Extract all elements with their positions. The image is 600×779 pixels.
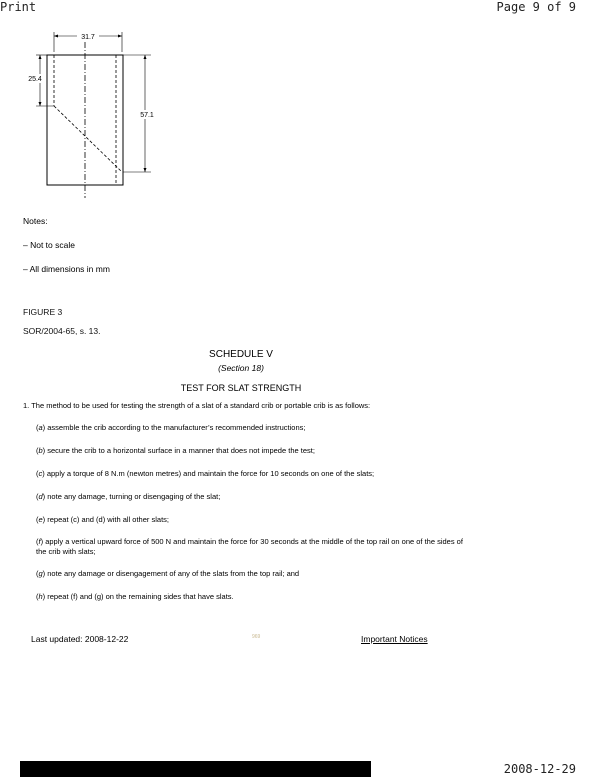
last-updated: Last updated: 2008-12-22 <box>31 634 129 644</box>
item-letter: d <box>38 492 43 501</box>
list-item: (h) repeat (f) and (g) on the remaining sides that have slats. <box>36 592 234 601</box>
list-item: (b) secure the crib to a horizontal surface in a manner that does not impede the test; <box>36 446 315 455</box>
schedule-heading: TEST FOR SLAT STRENGTH <box>180 383 302 393</box>
page-indicator: Page 9 of 9 <box>496 0 576 14</box>
note-not-to-scale: – Not to scale <box>23 240 75 250</box>
list-item: (f) apply a vertical upward force of 500 N and maintain the force for 30 seconds at the middle of the top rail on one of the sides of the crib with slats; <box>36 537 463 556</box>
item-text: repeat (f) and (g) on the remaining sides that have slats. <box>47 592 234 601</box>
print-label: Print <box>0 0 37 14</box>
figure-3-diagram <box>24 28 174 200</box>
schedule-title: SCHEDULE V <box>209 349 273 360</box>
item-letter: c <box>38 469 43 478</box>
schedule-intro: 1. The method to be used for testing the strength of a slat of a standard crib or portable crib is as follows: <box>23 401 371 410</box>
notes-heading: Notes: <box>23 216 48 226</box>
item-letter: h <box>38 592 43 601</box>
print-date: 2008-12-29 <box>503 762 576 776</box>
item-letter: a <box>38 423 43 432</box>
item-text: assemble the crib according to the manufacturer’s recommended instructions; <box>47 423 306 432</box>
item-letter: g <box>38 569 43 578</box>
item-text: secure the crib to a horizontal surface in a manner that does not impede the test; <box>47 446 315 455</box>
item-text: note any damage, turning or disengaging of the slat; <box>47 492 221 501</box>
dim-label-width: 31.7 <box>81 34 95 41</box>
item-letter: e <box>38 515 43 524</box>
list-item: (c) apply a torque of 8 N.m (newton metres) and maintain the force for 10 seconds on one of the slats; <box>36 469 375 478</box>
item-letter: f <box>38 537 41 546</box>
list-item: (a) assemble the crib according to the manufacturer’s recommended instructions; <box>36 423 306 432</box>
schedule-section: (Section 18) <box>218 363 264 373</box>
note-dimensions: – All dimensions in mm <box>23 264 110 274</box>
item-text: apply a vertical upward force of 500 N and maintain the force for 30 seconds at the middle of the top rail on one of the sides of the crib with slats; <box>36 537 463 556</box>
item-letter: b <box>38 446 43 455</box>
footer-logo: 969 <box>252 634 261 640</box>
important-notices-link[interactable]: Important Notices <box>361 634 428 644</box>
figure-caption: FIGURE 3 <box>23 307 63 317</box>
citation: SOR/2004-65, s. 13. <box>23 326 101 336</box>
dim-label-right: 57.1 <box>140 112 154 119</box>
redaction-bar <box>20 761 371 777</box>
list-item: (g) note any damage or disengagement of any of the slats from the top rail; and <box>36 569 300 578</box>
item-text: apply a torque of 8 N.m (newton metres) and maintain the force for 10 seconds on one of the slats; <box>46 469 375 478</box>
item-text: note any damage or disengagement of any of the slats from the top rail; and <box>47 569 300 578</box>
dim-label-left: 25.4 <box>28 76 42 83</box>
list-item: (d) note any damage, turning or disengaging of the slat; <box>36 492 221 501</box>
list-item: (e) repeat (c) and (d) with all other slats; <box>36 515 169 524</box>
item-text: repeat (c) and (d) with all other slats; <box>47 515 169 524</box>
